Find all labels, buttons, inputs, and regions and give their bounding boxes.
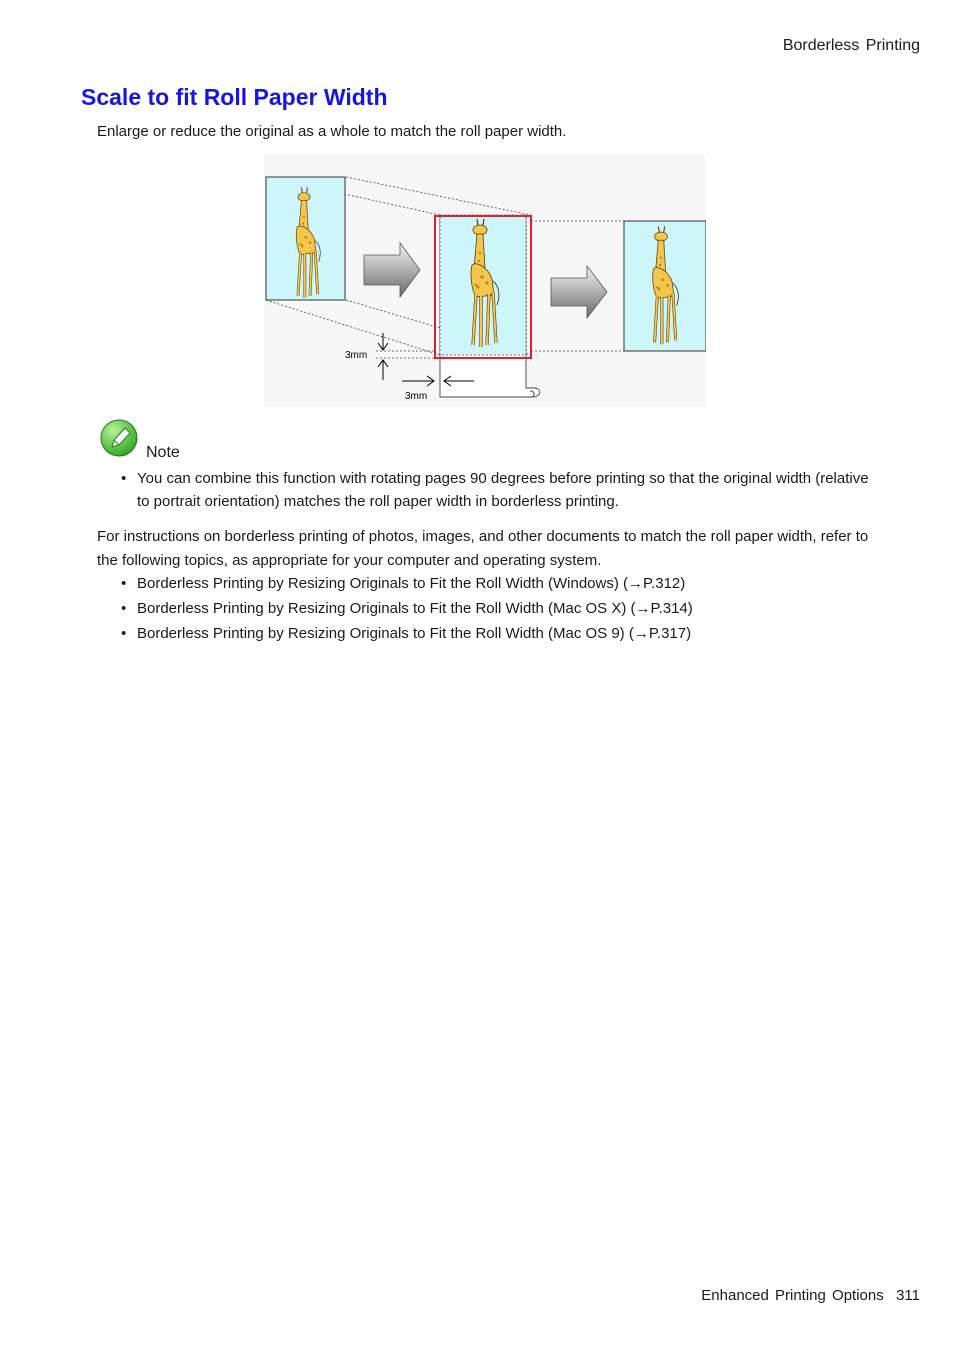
note-item-text: You can combine this function with rotating pages 90 degrees before printing so that the original width (relative to portrait orientation) matches the roll paper width in borderless printing. — [137, 470, 869, 510]
scaling-diagram — [264, 155, 706, 407]
running-header: Borderless Printing — [782, 37, 920, 54]
page-number: 311 — [896, 1287, 920, 1304]
vertical-margin-label: 3mm — [345, 350, 368, 361]
list-item — [121, 622, 881, 645]
running-footer — [701, 1287, 920, 1304]
bullet-glyph: • — [121, 600, 127, 617]
note-list — [121, 467, 881, 513]
page-title: Scale to fit Roll Paper Width — [81, 84, 388, 110]
reference-link-mac-os-x[interactable]: Borderless Printing by Resizing Originals to Fit the Roll Width (Mac OS X) (→P.314) — [137, 600, 693, 617]
bullet-glyph: • — [121, 625, 127, 642]
intro-text: Enlarge or reduce the original as a whole to match the roll paper width. — [97, 123, 567, 140]
list-item — [121, 597, 881, 620]
reference-link-windows[interactable]: Borderless Printing by Resizing Originals to Fit the Roll Width (Windows) (→P.312) — [137, 575, 686, 592]
horizontal-margin-label: 3mm — [405, 391, 428, 402]
reference-link-mac-os-9[interactable]: Borderless Printing by Resizing Originals to Fit the Roll Width (Mac OS 9) (→P.317) — [137, 625, 692, 642]
footer-section: Enhanced Printing Options — [701, 1287, 884, 1304]
reference-list — [121, 572, 881, 647]
bullet-glyph: • — [121, 470, 127, 487]
bullet-glyph: • — [121, 575, 127, 592]
list-item — [121, 467, 881, 513]
list-item — [121, 572, 881, 595]
note-pencil-icon — [100, 418, 140, 458]
note-label: Note — [146, 444, 180, 461]
instructions-paragraph: For instructions on borderless printing of photos, images, and other documents to match the roll paper width, refer to the following topics, as appropriate for your computer and operating system. — [97, 528, 869, 569]
